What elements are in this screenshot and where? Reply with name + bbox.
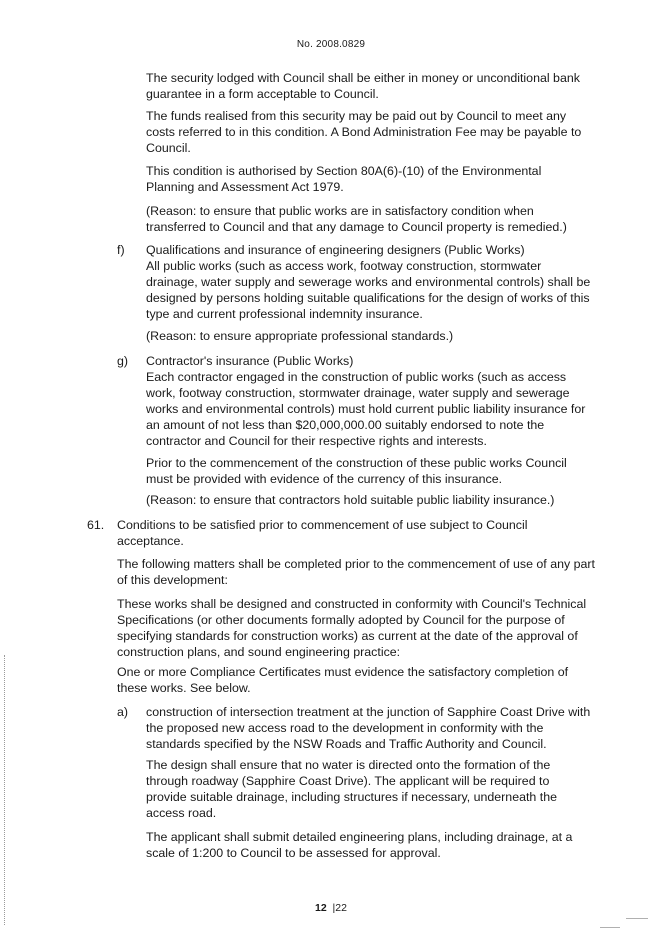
- text-line: The applicant shall submit detailed engineering plans, including drainage, at a: [146, 830, 573, 844]
- text-line: Council.: [146, 141, 191, 155]
- text-line: (Reason: to ensure appropriate professional standards.): [146, 329, 454, 343]
- text-line: Planning and Assessment Act 1979.: [146, 180, 344, 194]
- text-line: through roadway (Sapphire Coast Drive). The applicant will be required to: [146, 774, 550, 788]
- liability-insurance-reason: [146, 492, 554, 508]
- item-label-f: f): [117, 243, 125, 257]
- text-line: transferred to Council and that any damage to Council property is remedied.): [146, 220, 567, 234]
- public-works-reason-paragraph: [146, 203, 567, 235]
- scan-mark: [626, 918, 648, 919]
- text-line: All public works (such as access work, footway construction, stormwater: [146, 259, 542, 273]
- text-line: One or more Compliance Certificates must evidence the satisfactory completion of: [117, 665, 569, 679]
- text-line: construction of intersection treatment at the junction of Sapphire Coast Drive with: [146, 705, 591, 719]
- text-line: Qualifications and insurance of engineering designers (Public Works): [146, 243, 525, 257]
- text-line: construction plans, and sound engineering practice:: [117, 645, 401, 659]
- authorised-by-paragraph: [146, 163, 541, 195]
- text-line: specifying standards for construction works) as current at the date of the approval of: [117, 629, 578, 643]
- scan-edge-line: [4, 655, 5, 925]
- technical-specifications-paragraph: [117, 596, 586, 660]
- page-number: [0, 902, 662, 914]
- text-line: This condition is authorised by Section 80A(6)-(10) of the Environmental: [146, 164, 542, 178]
- text-line: The following matters shall be completed prior to the commencement of use of any part: [117, 557, 595, 571]
- scan-mark: [600, 927, 620, 928]
- text-line: contractor and Council for their respective rights and interests.: [146, 434, 487, 448]
- text-line: Prior to the commencement of the construction of these public works Council: [146, 456, 567, 470]
- insurance-evidence-paragraph: [146, 455, 567, 487]
- text-line: The funds realised from this security may be paid out by Council to meet any: [146, 109, 567, 123]
- text-line: standards specified by the NSW Roads and Traffic Authority and Council.: [146, 737, 547, 751]
- text-line: Specifications (or other documents formally adopted by Council for the purpose of: [117, 613, 565, 627]
- text-line: acceptance.: [117, 534, 184, 548]
- contractor-insurance-clause: [146, 353, 585, 449]
- text-line: work, footway construction, stormwater drainage, water supply and sewerage: [146, 386, 570, 400]
- engineering-plans-paragraph: [146, 829, 572, 861]
- text-line: Each contractor engaged in the construction of public works (such as access: [146, 370, 567, 384]
- text-line: works and environmental controls) must hold current public liability insurance for: [146, 402, 586, 416]
- text-line: an amount of not less than $20,000,000.00 suitably endorsed to note the: [146, 418, 545, 432]
- matters-completed-paragraph: [117, 556, 595, 588]
- drainage-design-paragraph: [146, 757, 557, 821]
- condition-61-heading: [117, 517, 527, 549]
- text-line: The design shall ensure that no water is directed onto the formation of the: [146, 758, 551, 772]
- text-line: drainage, water supply and sewerage works and environmental controls) shall be: [146, 275, 591, 289]
- text-line: (Reason: to ensure that public works are in satisfactory condition when: [146, 204, 534, 218]
- document-number: No. 2008.0829: [296, 39, 366, 50]
- text-line: of this development:: [117, 573, 228, 587]
- security-lodged-paragraph: [146, 70, 580, 102]
- text-line: guarantee in a form acceptable to Council.: [146, 87, 379, 101]
- text-line: costs referred to in this condition. A Bond Administration Fee may be payable to: [146, 125, 582, 139]
- condition-number-61: 61.: [87, 518, 105, 532]
- designers-insurance-clause: [146, 242, 590, 322]
- text-line: provide suitable drainage, including structures if necessary, underneath the: [146, 790, 557, 804]
- intersection-treatment-clause: [146, 704, 590, 752]
- current-page: 12: [315, 902, 327, 914]
- text-line: The security lodged with Council shall be either in money or unconditional bank: [146, 71, 580, 85]
- text-line: the proposed new access road to the development in conformity with the: [146, 721, 544, 735]
- text-line: These works shall be designed and constructed in conformity with Council's Technical: [117, 597, 587, 611]
- professional-standards-reason: [146, 328, 453, 344]
- text-line: (Reason: to ensure that contractors hold suitable public liability insurance.): [146, 493, 555, 507]
- compliance-certificates-paragraph: [117, 664, 568, 696]
- item-label-g: g): [117, 354, 129, 368]
- text-line: scale of 1:200 to Council to be assessed for approval.: [146, 846, 441, 860]
- text-line: access road.: [146, 806, 217, 820]
- text-line: Conditions to be satisfied prior to commencement of use subject to Council: [117, 518, 528, 532]
- text-line: designed by persons holding suitable qualifications for the design of works of this: [146, 291, 590, 305]
- total-pages: 22: [335, 902, 347, 914]
- text-line: type and current professional indemnity insurance.: [146, 307, 423, 321]
- text-line: Contractor's insurance (Public Works): [146, 354, 354, 368]
- text-line: these works. See below.: [117, 681, 251, 695]
- page-separator: |: [329, 902, 336, 914]
- item-label-a: a): [117, 705, 129, 719]
- funds-realised-paragraph: [146, 108, 581, 156]
- text-line: must be provided with evidence of the currency of this insurance.: [146, 472, 503, 486]
